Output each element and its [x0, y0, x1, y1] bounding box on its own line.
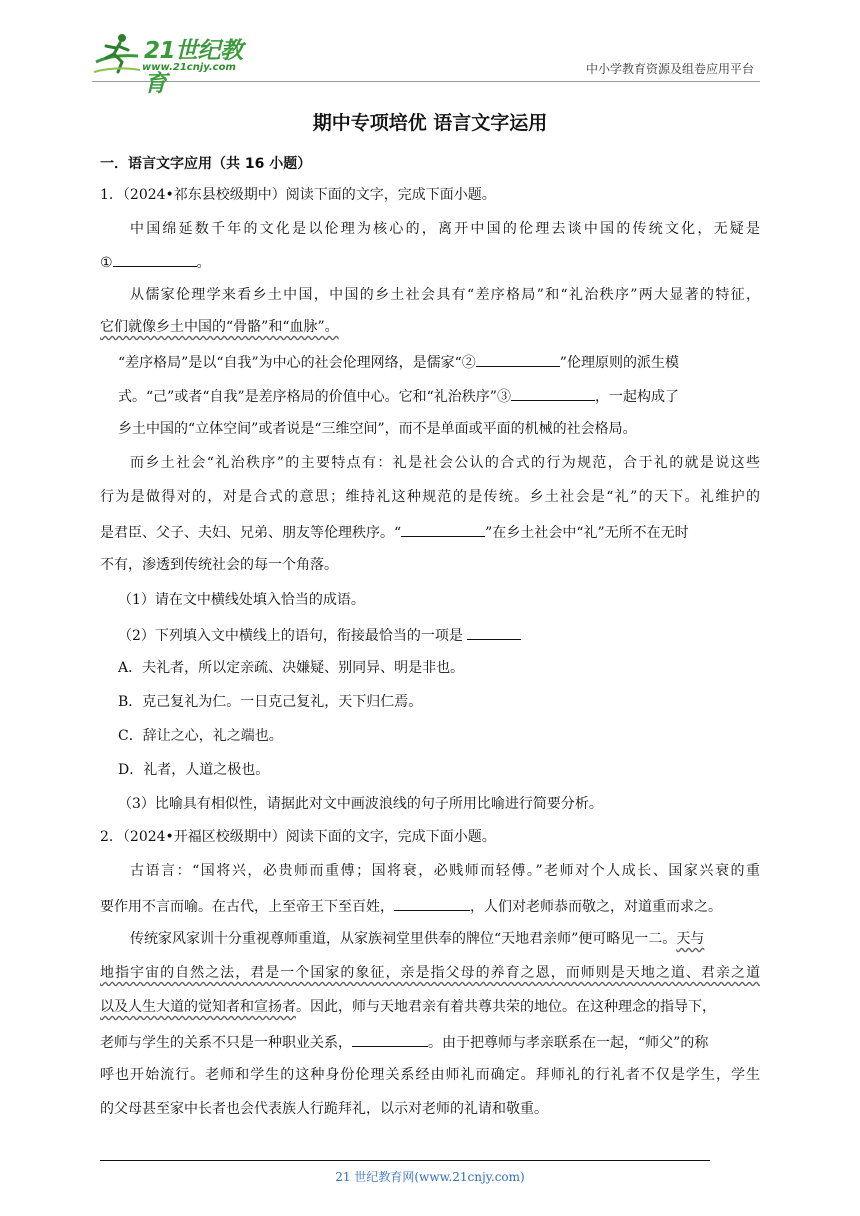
q1-para3-line3: 乡土中国的“立体空间”或者说是“三维空间”，而不是单面或平面的机械的社会格局。 [118, 421, 637, 437]
q2-para2-line6: 的父母甚至家中长者也会代表族人行跪拜礼，以示对老师的礼请和敬重。 [100, 1101, 548, 1117]
fill-blank-5[interactable] [394, 896, 470, 911]
q1-sub3: （3）比喻具有相似性，请据此对文中画波浪线的句子所用比喻进行简要分析。 [118, 796, 603, 812]
option-b[interactable]: B．克己复礼为仁。一日克己复礼，天下归仁焉。 [118, 694, 423, 710]
logo-url: www.21cnjy.com [142, 62, 236, 73]
page-title: 期中专项培优 语言文字运用 [312, 112, 548, 134]
q1-para2-line2 [100, 318, 339, 336]
q2-para2-line4: 老师与学生的关系不只是一种职业关系， 。由于把尊师与孝亲联系在一起，“师父”的称 [100, 1032, 708, 1052]
q1-para3-line2: 式。“己”或者“自我”是差序格局的价值中心。它和“礼治秩序”③ ，一起构成了 [118, 386, 679, 406]
option-c[interactable]: C．辞让之心，礼之端也。 [118, 728, 283, 744]
fill-blank-4[interactable] [401, 522, 485, 537]
option-d[interactable]: D．礼者，人道之极也。 [118, 762, 270, 778]
footer-link[interactable]: 21 世纪教育网(www.21cnjy.com) [335, 1170, 525, 1184]
q1-para4-line3: 是君臣、父子、夫妇、兄弟、朋友等伦理秩序。“ ”在乡土社会中“礼”无所不在无时 [100, 522, 689, 542]
blank-marker-2: ② [461, 355, 476, 371]
q1-heading: 1．（2024•祁东县校级期中）阅读下面的文字，完成下面小题。 [100, 187, 496, 203]
section-heading: 一．语言文字应用（共 16 小题） [100, 156, 312, 172]
q2-para2-line3: 以及人生大道的觉知者和宣扬者。因此，师与天地君亲有着共尊共荣的地位。在这种理念的指导下， [100, 999, 716, 1015]
logo-text: 21世纪教育 [144, 38, 243, 97]
footer-divider [100, 1160, 710, 1161]
wavy-underlined-sentence: 它们就像乡土中国的“骨骼”和“血脉”。 [100, 319, 339, 335]
q1-para1-line2: ① 。 [100, 252, 211, 272]
answer-blank[interactable] [467, 625, 521, 640]
q2-para2-line1: 传统家风家训十分重视尊师重道，从家族祠堂里供奉的牌位“天地君亲师”便可略见一二。天与 [130, 931, 705, 947]
q2-heading: 2．（2024•开福区校级期中）阅读下面的文字，完成下面小题。 [100, 829, 496, 845]
q2-para2-line2: 地指宇宙的自然之法，君是一个国家的象征，亲是指父母的养育之恩，而师则是天地之道、君亲之道 [100, 965, 760, 981]
fill-blank-3[interactable] [511, 386, 595, 401]
site-logo [92, 32, 262, 97]
q1-para4-line1: 而乡土社会“礼治秩序”的主要特点有：礼是社会公认的合式的行为规范，合于礼的就是说这些 [130, 455, 760, 471]
q1-para3-line1: “差序格局”是以“自我”为中心的社会伦理网络，是儒家“② ”伦理原则的派生模 [118, 352, 679, 372]
fill-blank-6[interactable] [352, 1032, 428, 1047]
q1-para1-line1: 中国绵延数千年的文化是以伦理为核心的，离开中国的伦理去谈中国的传统文化，无疑是 [130, 221, 760, 237]
q1-para2-line1: 从儒家伦理学来看乡土中国，中国的乡土社会具有“差序格局”和“礼治秩序”两大显著的特征， [130, 287, 760, 303]
runner-icon [92, 32, 142, 78]
q2-para2-line5: 呼也开始流行。老师和学生的这种身份伦理关系经由师礼而确定。拜师礼的行礼者不仅是学生，学生 [100, 1067, 760, 1083]
fill-blank-1[interactable] [113, 252, 197, 267]
fill-blank-2[interactable] [476, 352, 560, 367]
q2-para1-line2: 要作用不言而喻。在古代，上至帝王下至百姓， ，人们对老师恭而敬之，对道重而求之。 [100, 896, 722, 916]
page-header [92, 30, 760, 97]
blank-marker-3: ③ [496, 389, 511, 405]
q1-sub2: （2）下列填入文中横线上的语句，衔接最恰当的一项是 [118, 625, 521, 645]
q2-para1-line1: 古语言：“国将兴，必贵师而重傅；国将衰，必贱师而轻傅。”老师对个人成长、国家兴衰的重 [130, 863, 760, 879]
q1-para4-line2: 行为是做得对的，对是合式的意思；维持礼这种规范的是传统。乡土社会是“礼”的天下。礼维护的 [100, 489, 760, 505]
blank-marker-1: ① [100, 255, 113, 271]
q1-para4-line4: 不有，渗透到传统社会的每一个角落。 [100, 557, 338, 573]
q1-sub1: （1）请在文中横线处填入恰当的成语。 [118, 592, 365, 608]
option-a[interactable]: A．夫礼者，所以定亲疏、决嫌疑、别同异、明是非也。 [118, 660, 465, 676]
platform-name: 中小学教育资源及组卷应用平台 [585, 62, 754, 76]
